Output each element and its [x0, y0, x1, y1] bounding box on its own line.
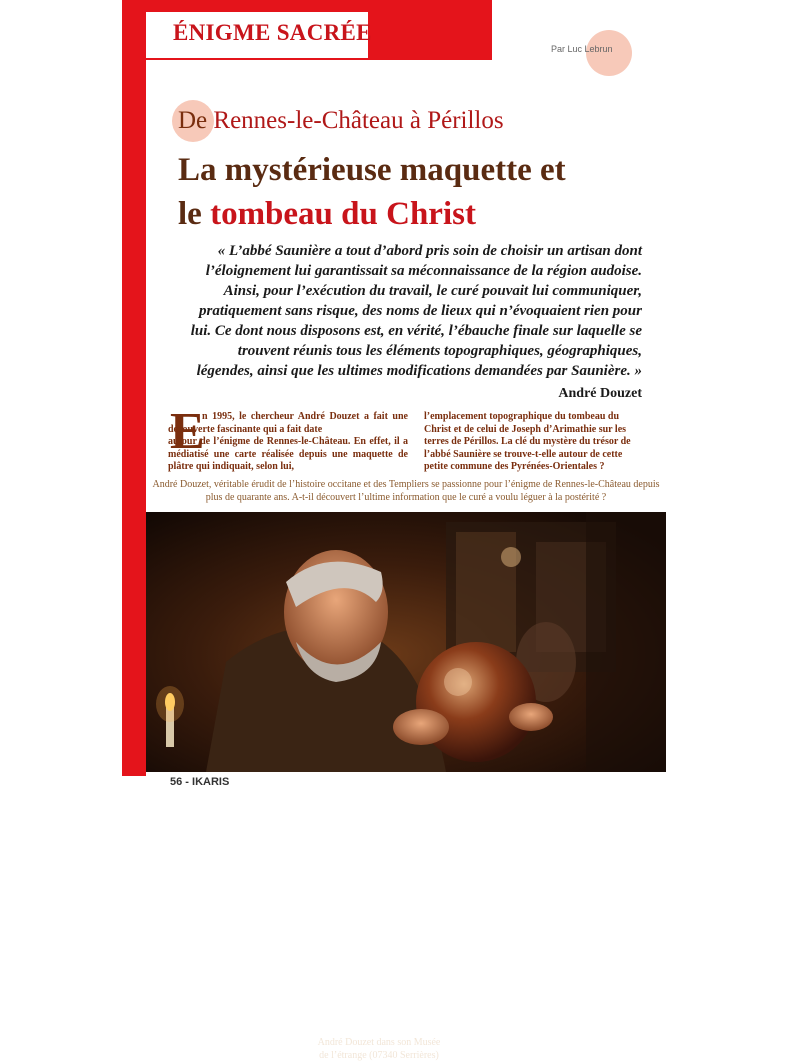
headline-line1: La mystérieuse maquette et	[178, 152, 566, 188]
headline	[178, 148, 648, 236]
kicker-part1: De	[178, 107, 208, 134]
body-column-1-first: n 1995, le chercheur André Douzet a fait une découverte fascinante qui a fait date	[168, 411, 408, 435]
headline-line2-b: tombeau du Christ	[210, 196, 476, 232]
page-folio: 56 - IKARIS	[170, 776, 230, 788]
kicker-part2: Rennes-le-Château à Périllos	[207, 107, 504, 134]
section-title: ÉNIGME SACRÉE	[173, 20, 372, 45]
headline-line2-a: le	[178, 196, 211, 232]
photo-illustration	[146, 512, 666, 772]
pull-quote: « L’abbé Saunière a tout d’abord pris soin de choisir un artisan dont l’éloignement lui garantissait sa méconnaissance de la région audoise. Ainsi, pour l’exécution du travail, le curé pouvait lui communiquer, pratiquement sans risque, des noms de lieux qui n’évoquaient rien pour lui. Ce dont nous disposons est, en vérité, l’ébauche finale sur laquelle se trouvent réunis tous les éléments topographiques, géographiques, légendes, ainsi que les ultimes modifications demandées par Saunière. »	[190, 243, 642, 379]
kicker	[178, 107, 504, 135]
photo-caption: André Douzet dans son Musée de l’étrange (07340 Serrières)	[317, 1037, 441, 1061]
drop-cap: E	[170, 403, 205, 460]
headline-line2	[178, 192, 648, 236]
red-side-band	[122, 0, 146, 776]
byline: Par Luc Lebrun	[551, 44, 613, 54]
body-column-1: autour de l’énigme de Rennes-le-Château. En effet, il a médiatisé une carte réalisée depuis une maquette de plâtre qui indiquait, selon lui,	[168, 436, 408, 472]
body-column-2: l’emplacement topographique du tombeau du Christ et de celui de Joseph d’Arimathie sur les terres de Périllos. La clé du mystère du trésor de l’abbé Saunière se trouve-t-elle autour de cette petite commune des Pyrénées-Orientales ?	[424, 411, 631, 472]
intro-text: André Douzet, véritable érudit de l’histoire occitane et des Templiers se passionne pour l’énigme de Rennes-le-Château depuis plus de quarante ans. A-t-il découvert l’ultime information que le curé a voulu léguer à la postérité ?	[152, 479, 660, 503]
quote-author: André Douzet	[558, 386, 642, 401]
